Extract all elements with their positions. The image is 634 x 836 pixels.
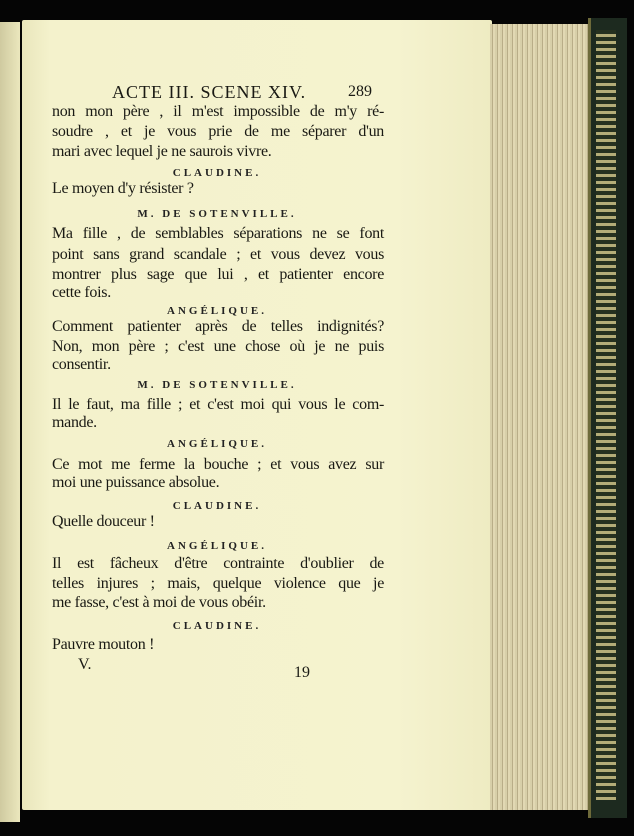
speaker-name: M. DE SOTENVILLE. — [137, 208, 297, 220]
text-line: cette fois. — [52, 284, 111, 301]
text-line: Le moyen d'y résister ? — [52, 180, 194, 197]
page-number: 289 — [348, 83, 372, 100]
text-line: Ce mot me ferme la bouche ; et vous avez sur — [52, 456, 384, 473]
signature-mark: V. — [78, 656, 92, 673]
speaker-name: CLAUDINE. — [172, 500, 262, 512]
text-line: Non, mon père ; c'est une chose où je ne puis — [52, 338, 384, 355]
speaker-name: ANGÉLIQUE. — [167, 305, 267, 317]
speaker-name: CLAUDINE. — [172, 620, 262, 632]
text-line: telles injures ; mais, quelque violence que je — [52, 575, 384, 592]
text-line: Il le faut, ma fille ; et c'est moi qui vous le com- — [52, 396, 384, 413]
text-line: mande. — [52, 414, 97, 431]
text-line: soudre , et je vous prie de me séparer d'un — [52, 123, 384, 140]
text-line: non mon père , il m'est impossible de m'y ré- — [52, 103, 384, 120]
text-line: point sans grand scandale ; et vous devez vous — [52, 246, 384, 263]
running-title: ACTE III. SCENE XIV. — [112, 82, 307, 102]
text-line: mari avec lequel je ne saurois vivre. — [52, 143, 272, 160]
text-line: montrer plus sage que lui , et patienter encore — [52, 266, 384, 283]
speaker-name: ANGÉLIQUE. — [167, 540, 267, 552]
text-line: Ma fille , de semblables séparations ne se font — [52, 225, 384, 242]
speaker-name: ANGÉLIQUE. — [167, 438, 267, 450]
cover-decorative-border — [596, 30, 616, 800]
text-line: me fasse, c'est à moi de vous obéir. — [52, 594, 266, 611]
text-line: Pauvre mouton ! — [52, 636, 155, 653]
text-line: moi une puissance absolue. — [52, 474, 220, 491]
text-line: Il est fâcheux d'être contrainte d'oublier de — [52, 555, 384, 572]
text-line: consentir. — [52, 356, 111, 373]
speaker-name: M. DE SOTENVILLE. — [137, 379, 297, 391]
page-fore-edge — [490, 24, 590, 810]
text-line: Comment patienter après de telles indignités? — [52, 318, 384, 335]
text-line: Quelle douceur ! — [52, 513, 155, 530]
speaker-name: CLAUDINE. — [172, 167, 262, 179]
facing-page-edge — [0, 22, 20, 822]
gathering-number: 19 — [294, 664, 310, 681]
